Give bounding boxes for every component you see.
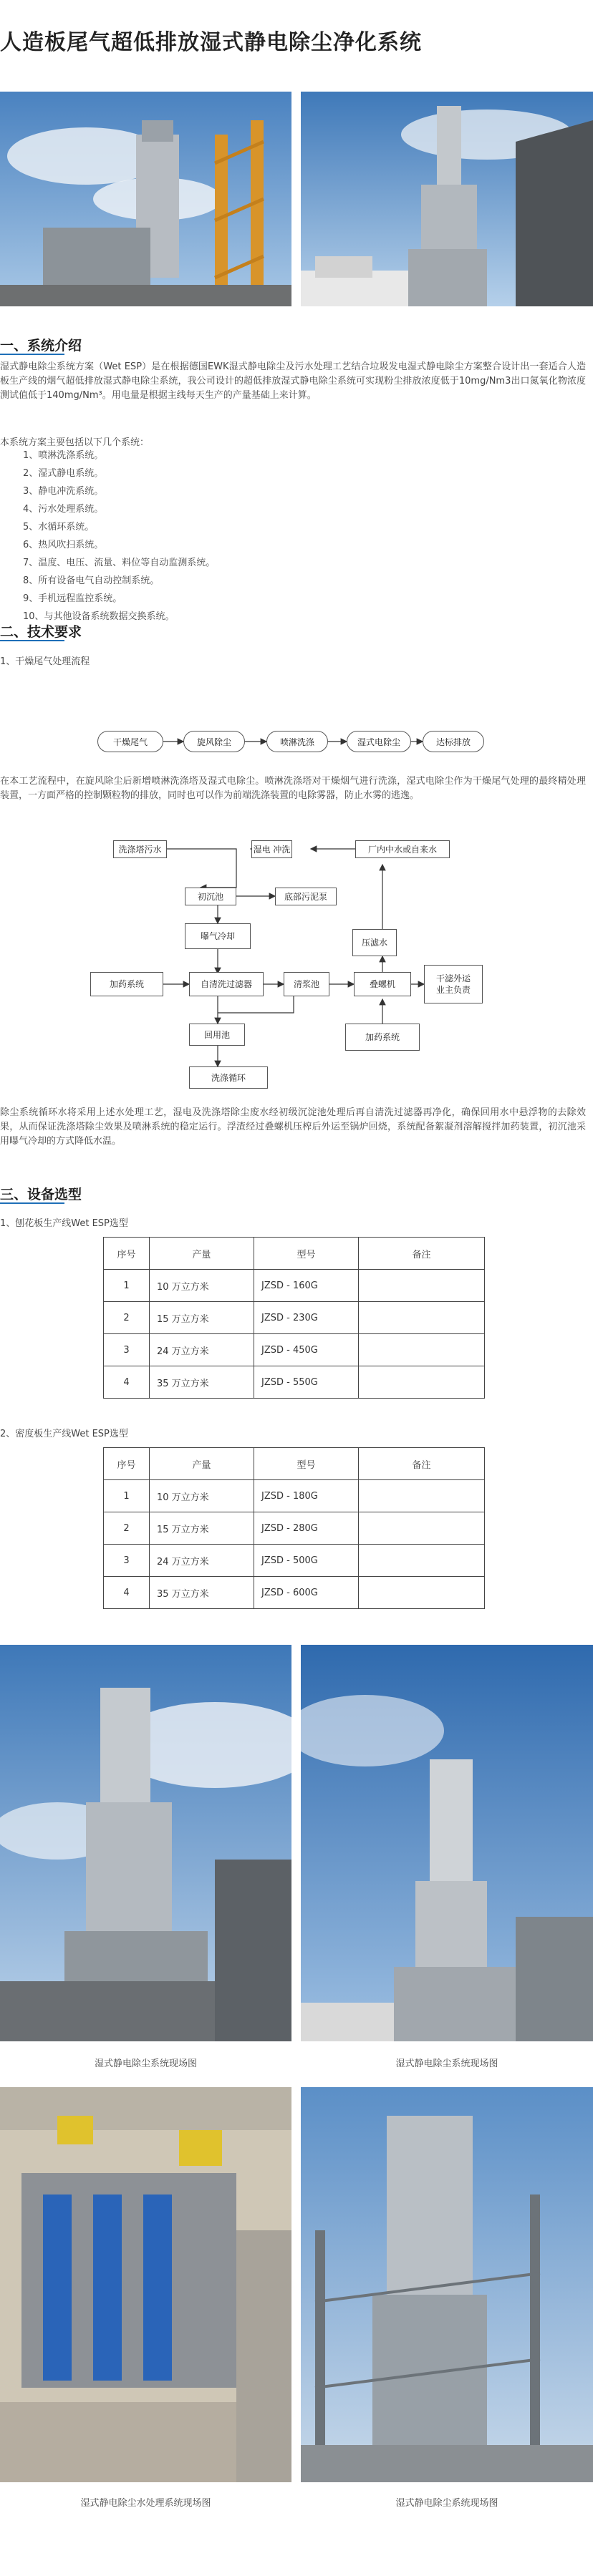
flow1-step: 达标排放 [423, 731, 484, 752]
flow2-press-water: 压滤水 [352, 929, 397, 956]
list-item: 7、温度、电压、流量、料位等自动监测系统。 [23, 558, 216, 568]
flow2-dosing-system-2: 加药系统 [345, 1024, 420, 1051]
header-remark: 备注 [359, 1448, 485, 1480]
site-photo-1 [0, 1645, 291, 2041]
table-header-row [104, 1238, 485, 1270]
header-model: 型号 [254, 1238, 359, 1270]
cell-output: 10 万立方米 [150, 1270, 254, 1302]
cell-remark [359, 1512, 485, 1545]
section2-underline [0, 640, 64, 641]
flow2-self-clean-filter: 自清洗过滤器 [189, 972, 264, 996]
top-photo-right [301, 92, 593, 306]
cell-index: 3 [104, 1545, 150, 1577]
site-photo-2 [301, 1645, 593, 2041]
section2-paragraph2: 除尘系统循环水将采用上述水处理工艺，湿电及洗涤塔除尘废水经初级沉淀池处理后再自清洗过滤器再净化，确保回用水中悬浮物的去除效果，从而保证洗涤塔除尘效果及喷淋系统的稳定运行。浮渣经过叠螺机压榨后外运至锅炉回烧，系统配备絮凝剂溶解搅拌加药装置，初沉池采用曝气冷却的方式降低水温。 [0, 1107, 586, 1147]
site-photo-4 [301, 2087, 593, 2482]
cell-model: JZSD - 280G [254, 1512, 359, 1545]
table-row [104, 1366, 485, 1399]
flow2-sludge-pump: 底部污泥泵 [275, 888, 337, 905]
cell-model: JZSD - 550G [254, 1366, 359, 1399]
cell-model: JZSD - 600G [254, 1577, 359, 1609]
flow1-step: 干燥尾气 [97, 731, 163, 752]
flow1-step: 旋风除尘 [183, 731, 245, 752]
caption-4: 湿式静电除尘系统现场图 [395, 2498, 498, 2509]
header-output: 产量 [150, 1238, 254, 1270]
header-index: 序号 [104, 1238, 150, 1270]
cell-index: 4 [104, 1577, 150, 1609]
header-output: 产量 [150, 1448, 254, 1480]
table-row [104, 1480, 485, 1512]
cell-index: 1 [104, 1270, 150, 1302]
section3-heading: 三、设备选型 [0, 1187, 82, 1202]
cell-remark [359, 1577, 485, 1609]
cell-index: 1 [104, 1480, 150, 1512]
cell-output: 15 万立方米 [150, 1512, 254, 1545]
flow2-esp-flush: 湿电 冲洗 [251, 840, 292, 858]
cell-model: JZSD - 230G [254, 1302, 359, 1334]
list-item: 9、手机远程监控系统。 [23, 593, 122, 604]
list-item: 2、湿式静电系统。 [23, 468, 104, 479]
cell-output: 35 万立方米 [150, 1366, 254, 1399]
cell-index: 4 [104, 1366, 150, 1399]
table-row [104, 1270, 485, 1302]
cell-model: JZSD - 500G [254, 1545, 359, 1577]
caption-2: 湿式静电除尘系统现场图 [395, 2059, 498, 2069]
list-item: 4、污水处理系统。 [23, 504, 104, 515]
flow2-dosing-system: 加药系统 [90, 972, 163, 996]
section3-sub2: 2、密度板生产线Wet ESP选型 [0, 1429, 128, 1439]
cell-output: 24 万立方米 [150, 1334, 254, 1366]
list-item: 8、所有设备电气自动控制系统。 [23, 575, 160, 586]
section1-heading: 一、系统介绍 [0, 338, 82, 354]
header-remark: 备注 [359, 1238, 485, 1270]
cell-remark [359, 1334, 485, 1366]
section2-sub1: 1、干燥尾气处理流程 [0, 656, 90, 667]
cell-remark [359, 1366, 485, 1399]
cell-output: 15 万立方米 [150, 1302, 254, 1334]
top-photo-left [0, 92, 291, 306]
section1-intro: 本系统方案主要包括以下几个系统： [0, 437, 150, 448]
list-item: 3、静电冲洗系统。 [23, 486, 104, 497]
flow2-wash-tower-water: 洗涤塔污水 [113, 840, 167, 858]
list-item: 10、与其他设备系统数据交换系统。 [23, 611, 175, 622]
site-photo-3 [0, 2087, 291, 2482]
cell-model: JZSD - 160G [254, 1270, 359, 1302]
cell-model: JZSD - 180G [254, 1480, 359, 1512]
cell-remark [359, 1302, 485, 1334]
table-row [104, 1577, 485, 1609]
flow2-reuse-water: 厂内中水或自来水 [355, 840, 450, 858]
table-row [104, 1512, 485, 1545]
table-header-row [104, 1448, 485, 1480]
mdf-selection-table [103, 1447, 485, 1609]
cell-remark [359, 1270, 485, 1302]
cell-index: 2 [104, 1512, 150, 1545]
table-row [104, 1334, 485, 1366]
list-item: 5、水循环系统。 [23, 522, 95, 533]
flow2-stacker: 叠螺机 [354, 972, 411, 996]
flow2-clean-pool: 清浆池 [284, 972, 329, 996]
cell-index: 3 [104, 1334, 150, 1366]
section2-paragraph1: 在本工艺流程中，在旋风除尘后新增喷淋洗涤塔及湿式电除尘。喷淋洗涤塔对干燥烟气进行洗涤，湿式电除尘作为干燥尾气处理的最终精处理装置，一方面严格的控制颗粒物的排放，同时也可以作为前端洗涤装置的电除雾器，防止水雾的逃逸。 [0, 776, 586, 801]
flow2-settling-pool: 初沉池 [185, 888, 236, 905]
section2-heading: 二、技术要求 [0, 624, 82, 640]
flow2-wash-recycle: 洗涤循环 [189, 1066, 268, 1089]
particleboard-selection-table [103, 1237, 485, 1399]
caption-1: 湿式静电除尘系统现场图 [94, 2059, 197, 2069]
section1-underline [0, 354, 64, 355]
flow1-step: 喷淋洗涤 [266, 731, 328, 752]
flow2-return-pool: 回用池 [189, 1024, 245, 1046]
cell-remark [359, 1545, 485, 1577]
list-item: 6、热风吹扫系统。 [23, 540, 104, 550]
cell-model: JZSD - 450G [254, 1334, 359, 1366]
cell-output: 10 万立方米 [150, 1480, 254, 1512]
header-model: 型号 [254, 1448, 359, 1480]
section1-paragraph: 湿式静电除尘系统方案（Wet ESP）是在根据德国EWK湿式静电除尘及污水处理工艺结合垃圾发电湿式静电除尘方案整合设计出一套适合人造板生产线的烟气超低排放湿式静电除尘系统，我公司设计的超低排放湿式静电除尘系统可实现粉尘排放浓度低于10mg/Nm3出口氮氧化物浓度测试值低于140mg/Nm³。用电量是根据主线每天生产的产量基础上来计算。 [0, 361, 586, 401]
cell-output: 24 万立方米 [150, 1545, 254, 1577]
cell-output: 35 万立方米 [150, 1577, 254, 1609]
flow2-dry-mud: 干滤外运 业主负责 [424, 965, 483, 1003]
cell-index: 2 [104, 1302, 150, 1334]
section3-sub1: 1、刨花板生产线Wet ESP选型 [0, 1218, 128, 1229]
table-row [104, 1302, 485, 1334]
cell-remark [359, 1480, 485, 1512]
list-item: 1、喷淋洗涤系统。 [23, 450, 104, 461]
header-index: 序号 [104, 1448, 150, 1480]
flow2-aeration-cooling: 曝气冷却 [185, 923, 251, 949]
system-list [23, 447, 215, 626]
flow1-step: 湿式电除尘 [347, 731, 411, 752]
page-title: 人造板尾气超低排放湿式静电除尘净化系统 [0, 30, 422, 55]
table-row [104, 1545, 485, 1577]
section3-underline [0, 1202, 64, 1204]
caption-3: 湿式静电除尘水处理系统现场图 [80, 2498, 211, 2509]
